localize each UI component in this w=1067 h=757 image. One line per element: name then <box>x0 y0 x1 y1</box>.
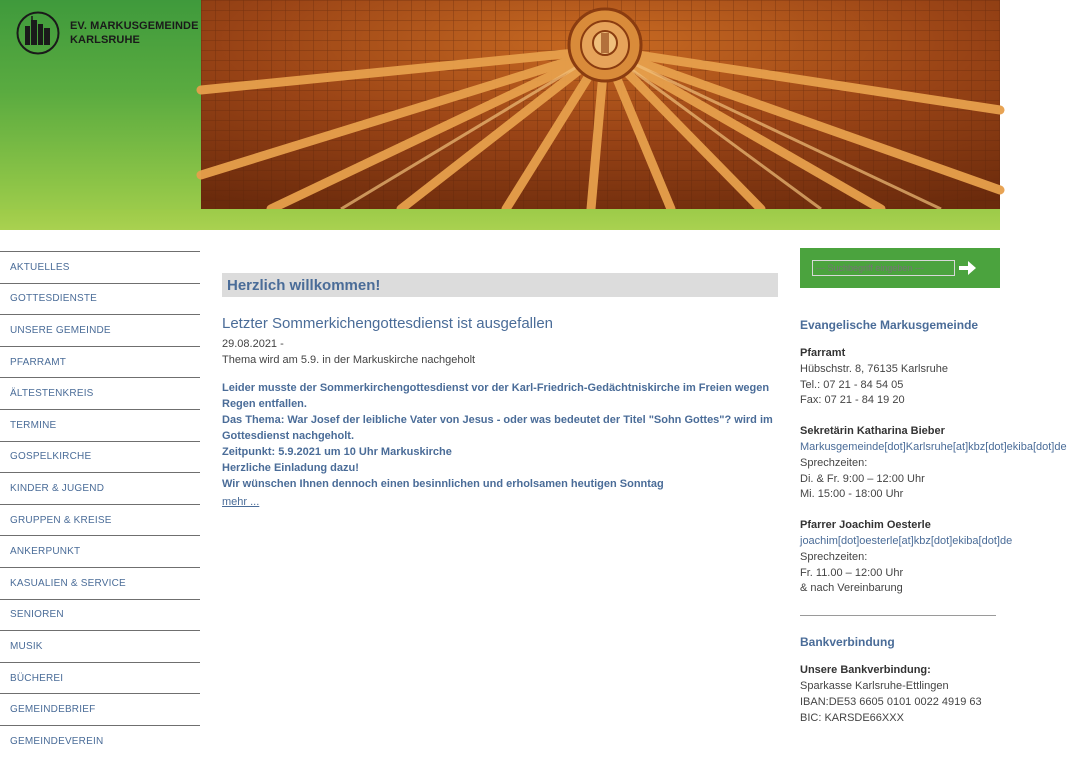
article-line: Herzliche Einladung dazu! <box>222 462 359 474</box>
nav-item-gruppen-kreise[interactable]: GRUPPEN & KREISE <box>0 504 200 536</box>
article-line: Zeitpunkt: 5.9.2021 um 10 Uhr Markuskirche <box>222 446 452 458</box>
wooden-ceiling-image <box>201 0 1000 209</box>
article-title-link[interactable]: Letzter Sommerkichengottesdienst ist ausgefallen <box>222 315 554 332</box>
sidebar <box>800 316 1067 726</box>
pfarrer-email-link[interactable]: joachim[dot]oesterle[at]kbz[dot]ekiba[dot]de <box>800 534 1013 547</box>
nav-item-ankerpunkt[interactable]: ANKERPUNKT <box>0 535 200 567</box>
bank-bic: BIC: KARSDE66XXX <box>800 711 904 724</box>
sidebar-divider <box>800 615 996 616</box>
pfarrer-title: Pfarrer Joachim Oesterle <box>800 519 931 532</box>
pfarrer-hours-2: & nach Vereinbarung <box>800 582 903 595</box>
sekretaerin-block <box>800 424 1067 503</box>
article-line: Gottesdienst nachgeholt. <box>222 430 355 442</box>
main-content <box>222 273 778 510</box>
sidebar-heading: Evangelische Markusgemeinde <box>800 318 979 332</box>
nav-item-kinder-jugend[interactable]: KINDER & JUGEND <box>0 472 200 504</box>
sekretaerin-hours-label: Sprechzeiten: <box>800 456 868 469</box>
sekretaerin-hours-2: Mi. 15:00 - 18:00 Uhr <box>800 488 904 501</box>
logo-text <box>70 19 199 47</box>
nav-item-aeltestenkreis[interactable]: ÄLTESTENKREIS <box>0 377 200 409</box>
pfarramt-block <box>800 346 1000 409</box>
search-input[interactable] <box>812 260 955 276</box>
pfarrer-hours-1: Fr. 11.00 – 12:00 Uhr <box>800 566 904 579</box>
site-header <box>0 0 1000 230</box>
nav-item-gemeindeverein[interactable]: GEMEINDEVEREIN <box>0 725 200 757</box>
nav-item-kasualien-service[interactable]: KASUALIEN & SERVICE <box>0 567 200 599</box>
logo-line-1: EV. MARKUSGEMEINDE <box>70 20 199 32</box>
article-line: Wir wünschen Ihnen dennoch einen besinnlichen und erholsamen heutigen Sonntag <box>222 478 664 490</box>
bank-iban: IBAN:DE53 6605 0101 0022 4919 63 <box>800 695 982 708</box>
article-line: Leider musste der Sommerkirchengottesdienst vor der Karl-Friedrich-Gedächtniskirche im Freien wegen <box>222 382 770 394</box>
main-navigation <box>0 251 200 757</box>
article-line: Das Thema: War Josef der leibliche Vater von Jesus - oder was bedeutet der Titel "Sohn Gottes"? wird im <box>222 414 773 426</box>
site-logo[interactable] <box>16 11 199 55</box>
pfarrer-hours-label: Sprechzeiten: <box>800 550 868 563</box>
nav-item-gemeindebrief[interactable]: GEMEINDEBRIEF <box>0 693 200 725</box>
bank-name: Sparkasse Karlsruhe-Ettlingen <box>800 679 949 692</box>
sekretaerin-title: Sekretärin Katharina Bieber <box>800 425 945 438</box>
sekretaerin-email-link[interactable]: Markusgemeinde[dot]Karlsruhe[at]kbz[dot]ekiba[dot]de <box>800 440 1067 453</box>
church-logo-icon <box>16 11 60 55</box>
bank-heading: Bankverbindung <box>800 635 895 650</box>
welcome-heading: Herzlich willkommen! <box>222 273 778 297</box>
pfarrer-block <box>800 518 1013 597</box>
search-bar <box>800 248 1000 288</box>
article-body <box>222 380 778 492</box>
nav-item-pfarramt[interactable]: PFARRAMT <box>0 346 200 378</box>
nav-item-termine[interactable]: TERMINE <box>0 409 200 441</box>
nav-item-unsere-gemeinde[interactable]: UNSERE GEMEINDE <box>0 314 200 346</box>
logo-line-2: KARLSRUHE <box>70 34 140 46</box>
bank-title: Unsere Bankverbindung: <box>800 664 931 677</box>
read-more-link[interactable]: mehr ... <box>222 496 260 508</box>
arrow-right-icon[interactable] <box>957 258 977 278</box>
header-banner-image <box>201 0 1000 209</box>
nav-item-aktuelles[interactable]: AKTUELLES <box>0 251 200 283</box>
nav-item-gottesdienste[interactable]: GOTTESDIENSTE <box>0 283 200 315</box>
pfarramt-address: Hübschstr. 8, 76135 Karlsruhe <box>800 362 948 375</box>
article-teaser: Thema wird am 5.9. in der Markuskirche nachgeholt <box>222 354 476 366</box>
pfarramt-title: Pfarramt <box>800 347 846 359</box>
nav-item-gospelkirche[interactable]: GOSPELKIRCHE <box>0 441 200 473</box>
sekretaerin-hours-1: Di. & Fr. 9:00 – 12:00 Uhr <box>800 472 925 485</box>
nav-item-buecherei[interactable]: BÜCHEREI <box>0 662 200 694</box>
pfarramt-tel: Tel.: 07 21 - 84 54 05 <box>800 378 904 391</box>
nav-item-musik[interactable]: MUSIK <box>0 630 200 662</box>
article-date: 29.08.2021 - <box>222 338 284 350</box>
article-meta <box>222 336 778 368</box>
pfarramt-fax: Fax: 07 21 - 84 19 20 <box>800 394 905 407</box>
nav-item-senioren[interactable]: SENIOREN <box>0 599 200 631</box>
bank-block <box>800 663 1000 726</box>
header-green-strip <box>0 209 1000 230</box>
article-line: Regen entfallen. <box>222 398 307 410</box>
